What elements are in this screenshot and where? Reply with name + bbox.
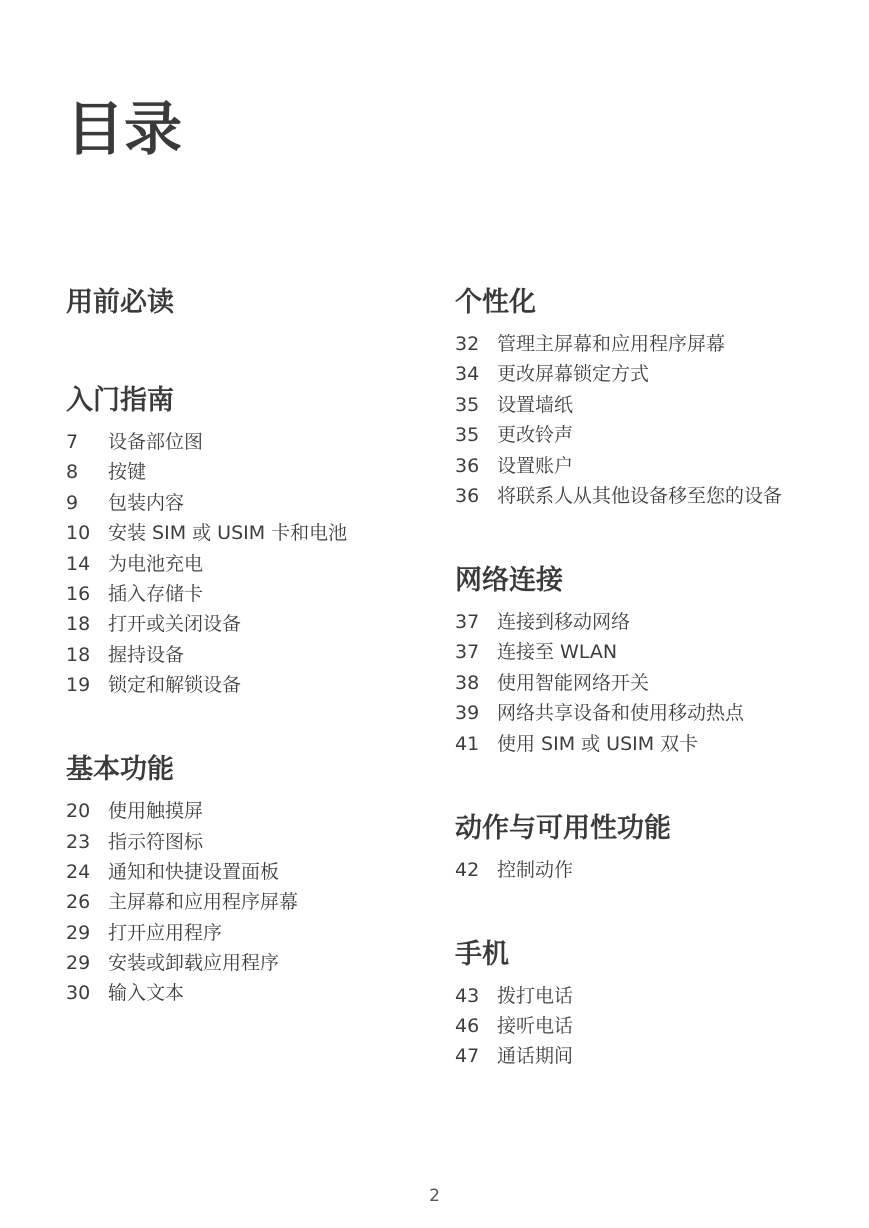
toc-entry-title: 通话期间 — [497, 1045, 574, 1068]
toc-entry-title: 握持设备 — [108, 643, 185, 666]
toc-section — [455, 560, 800, 756]
toc-entry-page: 38 — [455, 671, 480, 694]
toc-entry-title: 设置账户 — [497, 454, 574, 477]
toc-entry-title: 网络共享设备和使用移动热点 — [497, 702, 745, 725]
toc-section — [66, 749, 406, 1005]
toc-entry-title: 通知和快捷设置面板 — [108, 860, 280, 883]
toc-entry-title: 接听电话 — [497, 1014, 574, 1037]
page-title: 目录 — [66, 95, 183, 163]
toc-entry-page: 32 — [455, 333, 480, 355]
toc-entry[interactable] — [455, 671, 800, 695]
toc-entry-title: 安装 SIM 或 USIM 卡和电池 — [108, 522, 348, 545]
toc-entry[interactable] — [66, 860, 406, 884]
toc-entry-page: 47 — [455, 1045, 480, 1068]
toc-entry-title: 打开应用程序 — [108, 921, 223, 944]
toc-entry[interactable] — [66, 981, 406, 1005]
toc-entry-title: 锁定和解锁设备 — [108, 674, 242, 697]
toc-entry-page: 20 — [66, 800, 91, 823]
toc-entry-title: 使用触摸屏 — [108, 800, 204, 823]
toc-entry-title: 设置墙纸 — [497, 393, 574, 416]
toc-entry[interactable] — [66, 460, 406, 484]
toc-entry-page: 41 — [455, 732, 480, 755]
toc-entry[interactable] — [66, 799, 406, 823]
toc-entry[interactable] — [455, 393, 800, 417]
toc-entry-title: 按键 — [108, 461, 147, 484]
section-heading[interactable]: 入门指南 — [66, 385, 174, 416]
toc-entry[interactable] — [455, 701, 800, 725]
toc-entry-title: 输入文本 — [108, 982, 185, 1005]
toc-entry-title: 控制动作 — [497, 858, 574, 881]
toc-section — [455, 282, 800, 508]
toc-section — [455, 934, 800, 1069]
toc-entry[interactable] — [66, 921, 406, 945]
toc-entry-page: 29 — [66, 921, 91, 944]
section-heading[interactable]: 网络连接 — [455, 564, 563, 596]
toc-entry[interactable] — [455, 1044, 800, 1068]
section-heading[interactable]: 用前必读 — [66, 287, 174, 318]
toc-section — [66, 380, 406, 697]
toc-entry-page: 8 — [66, 461, 79, 484]
toc-entry[interactable] — [455, 423, 800, 447]
toc-section — [455, 808, 800, 882]
toc-entry-title: 设备部位图 — [108, 431, 204, 453]
toc-entry[interactable] — [455, 984, 800, 1008]
toc-entry[interactable] — [66, 612, 406, 636]
toc-entry-title: 打开或关闭设备 — [108, 613, 242, 636]
page-number: 2 — [429, 1186, 440, 1206]
toc-entry-page: 39 — [455, 702, 480, 725]
toc-entry-page: 19 — [66, 674, 91, 697]
toc-entry-title: 管理主屏幕和应用程序屏幕 — [497, 333, 726, 355]
toc-entry-page: 23 — [66, 830, 91, 853]
toc-entry[interactable] — [66, 643, 406, 667]
toc-entry-title: 将联系人从其他设备移至您的设备 — [497, 484, 783, 507]
toc-entry[interactable] — [66, 430, 406, 454]
toc-entry-title: 使用 SIM 或 USIM 双卡 — [497, 732, 699, 755]
toc-entry-title: 更改屏幕锁定方式 — [497, 363, 650, 386]
toc-entry-page: 7 — [66, 431, 79, 453]
toc-entry[interactable] — [66, 673, 406, 697]
toc-entry-page: 46 — [455, 1014, 480, 1037]
toc-entry[interactable] — [66, 890, 406, 914]
toc-entry-page: 24 — [66, 860, 91, 883]
toc-entry[interactable] — [455, 640, 800, 664]
toc-entry-page: 37 — [455, 641, 480, 664]
toc-entry-page: 18 — [66, 613, 91, 636]
toc-entry-page: 26 — [66, 891, 91, 914]
toc-entry[interactable] — [66, 491, 406, 515]
toc-column-right — [455, 282, 800, 1120]
toc-entry-page: 29 — [66, 952, 91, 975]
toc-entry-page: 43 — [455, 984, 480, 1007]
toc-entry-page: 16 — [66, 582, 91, 605]
toc-entry-title: 安装或卸载应用程序 — [108, 952, 280, 975]
toc-entry[interactable] — [455, 610, 800, 634]
toc-entry[interactable] — [455, 732, 800, 756]
toc-entry[interactable] — [66, 582, 406, 606]
section-heading[interactable]: 动作与可用性功能 — [455, 812, 671, 844]
toc-entry[interactable] — [66, 552, 406, 576]
toc-section — [66, 282, 406, 324]
toc-entry-page: 36 — [455, 454, 480, 477]
toc-entry-title: 拨打电话 — [497, 984, 574, 1007]
toc-entry-title: 为电池充电 — [108, 552, 204, 575]
toc-entry-page: 30 — [66, 982, 91, 1005]
section-heading[interactable]: 手机 — [455, 938, 509, 970]
toc-entry[interactable] — [66, 951, 406, 975]
toc-entry[interactable] — [455, 332, 800, 356]
toc-entry-title: 插入存储卡 — [108, 582, 204, 605]
section-heading[interactable]: 个性化 — [455, 287, 536, 318]
toc-entry-page: 35 — [455, 393, 480, 416]
toc-entry-title: 使用智能网络开关 — [497, 671, 650, 694]
toc-entry[interactable] — [455, 454, 800, 478]
toc-entry-page: 10 — [66, 522, 91, 545]
section-heading[interactable]: 基本功能 — [66, 754, 174, 786]
toc-entry[interactable] — [455, 858, 800, 882]
toc-entry-page: 42 — [455, 858, 480, 881]
toc-entry[interactable] — [455, 484, 800, 508]
toc-entry-page: 35 — [455, 424, 480, 447]
toc-entry-title: 主屏幕和应用程序屏幕 — [108, 891, 299, 914]
toc-entry-page: 34 — [455, 363, 480, 386]
toc-entry-title: 连接至 WLAN — [497, 641, 618, 664]
toc-entry[interactable] — [66, 830, 406, 854]
toc-entry-page: 9 — [66, 491, 79, 514]
toc-entry-title: 连接到移动网络 — [497, 610, 631, 633]
toc-entry[interactable] — [455, 1014, 800, 1038]
toc-entry[interactable] — [455, 362, 800, 386]
toc-entry-title: 指示符图标 — [108, 830, 204, 853]
toc-entry-title: 更改铃声 — [497, 424, 574, 447]
toc-entry-page: 37 — [455, 610, 480, 633]
toc-entry-page: 36 — [455, 484, 480, 507]
toc-column-left — [66, 282, 406, 1057]
toc-entry-title: 包装内容 — [108, 491, 185, 514]
toc-entry-page: 14 — [66, 552, 91, 575]
toc-entry[interactable] — [66, 521, 406, 545]
toc-entry-page: 18 — [66, 643, 91, 666]
